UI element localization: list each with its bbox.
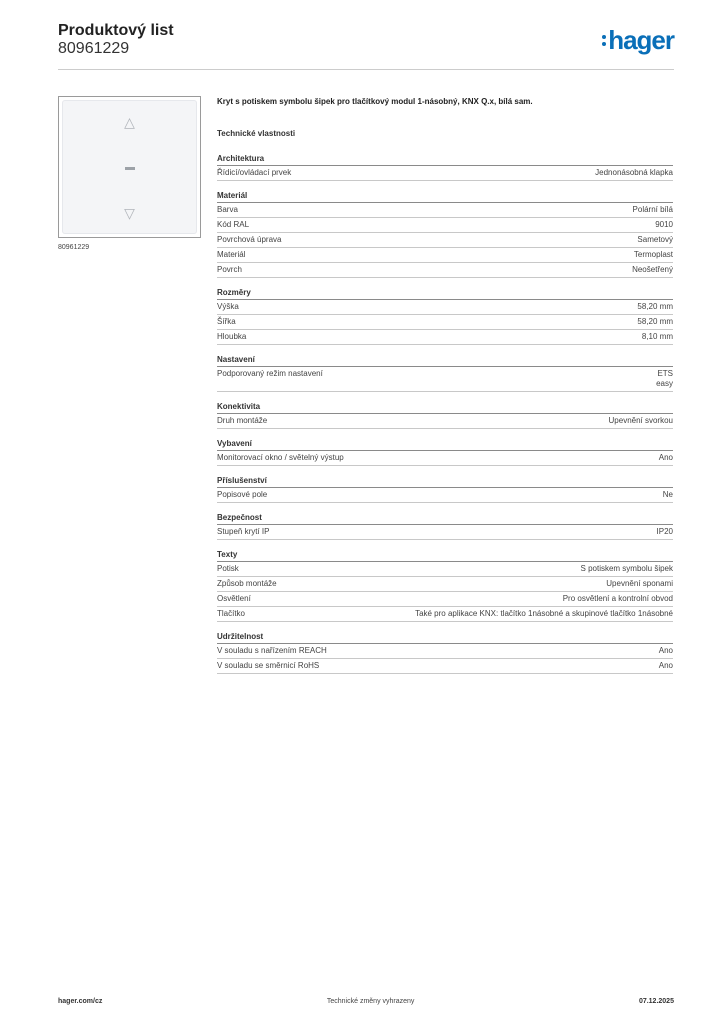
spec-value: Pro osvětlení a kontrolní obvod xyxy=(562,594,673,603)
spec-label: Stupeň krytí IP xyxy=(217,527,270,536)
spec-label: Hloubka xyxy=(217,332,247,341)
spec-row xyxy=(217,248,673,263)
spec-section-title: Vybavení xyxy=(217,439,673,451)
spec-label: V souladu s nařízením REACH xyxy=(217,646,327,655)
spec-value: Ano xyxy=(658,646,673,655)
spec-row xyxy=(217,263,673,278)
arrow-up-icon: △ xyxy=(124,114,135,130)
page-header xyxy=(58,22,674,70)
spec-row xyxy=(217,525,673,540)
spec-section xyxy=(217,191,673,278)
spec-value: Ne xyxy=(662,490,673,499)
spec-section-title: Rozměry xyxy=(217,288,673,300)
spec-value: 8,10 mm xyxy=(641,332,673,341)
spec-row xyxy=(217,659,673,674)
page-footer xyxy=(58,998,674,1005)
document-title: Produktový list xyxy=(58,22,174,39)
spec-label: Druh montáže xyxy=(217,416,268,425)
spec-row xyxy=(217,644,673,659)
footer-date: 07.12.2025 xyxy=(638,998,674,1005)
spec-row xyxy=(217,218,673,233)
spec-value: ETS easy xyxy=(656,369,673,388)
spec-section xyxy=(217,476,673,503)
spec-section xyxy=(217,402,673,429)
spec-row xyxy=(217,577,673,592)
spec-section xyxy=(217,632,673,674)
spec-row xyxy=(217,451,673,466)
spec-label: Podporovaný režim nastavení xyxy=(217,369,323,378)
spec-value: Jednonásobná klapka xyxy=(595,168,673,177)
spec-value: Termoplast xyxy=(633,250,673,259)
spec-value: Polární bílá xyxy=(632,205,673,214)
spec-row xyxy=(217,592,673,607)
spec-label: Řídicí/ovládací prvek xyxy=(217,168,292,177)
spec-section-title: Bezpečnost xyxy=(217,513,673,525)
spec-label: Barva xyxy=(217,205,238,214)
main-content xyxy=(217,96,673,684)
spec-label: V souladu se směrnicí RoHS xyxy=(217,661,320,670)
spec-section-title: Texty xyxy=(217,550,673,562)
spec-value: Také pro aplikace KNX: tlačítko 1násobné a skupinové tlačítko 1násobné xyxy=(415,609,673,618)
spec-section xyxy=(217,513,673,540)
hager-logo xyxy=(602,27,674,53)
footer-website: hager.com/cz xyxy=(58,998,103,1005)
spec-section-title: Architektura xyxy=(217,154,673,166)
spec-value: 9010 xyxy=(655,220,673,229)
spec-label: Tlačítko xyxy=(217,609,246,618)
spec-section xyxy=(217,550,673,622)
spec-label: Popisové pole xyxy=(217,490,268,499)
spec-value: Sametový xyxy=(637,235,673,244)
spec-section xyxy=(217,439,673,466)
spec-label: Kód RAL xyxy=(217,220,250,229)
spec-label: Monitorovací okno / světelný výstup xyxy=(217,453,344,462)
spec-row xyxy=(217,315,673,330)
spec-value: Upevnění sponami xyxy=(606,579,673,588)
spec-row xyxy=(217,330,673,345)
spec-section xyxy=(217,154,673,181)
spec-row xyxy=(217,300,673,315)
header-divider xyxy=(58,69,674,70)
spec-row xyxy=(217,203,673,218)
document-number: 80961229 xyxy=(58,40,130,57)
spec-label: Povrchová úprava xyxy=(217,235,282,244)
spec-value: Ano xyxy=(658,661,673,670)
spec-label: Povrch xyxy=(217,265,242,274)
spec-value: Upevnění svorkou xyxy=(608,416,673,425)
footer-disclaimer: Technické změny vyhrazeny xyxy=(326,998,415,1005)
arrow-down-icon: ▽ xyxy=(124,205,135,221)
spec-row xyxy=(217,233,673,248)
bar-icon xyxy=(125,167,135,170)
spec-label: Způsob montáže xyxy=(217,579,277,588)
spec-section-title: Příslušenství xyxy=(217,476,673,488)
spec-row xyxy=(217,607,673,622)
spec-value: IP20 xyxy=(656,527,673,536)
spec-label: Šířka xyxy=(217,317,236,326)
product-plate xyxy=(62,100,197,234)
spec-value: 58,20 mm xyxy=(637,317,673,326)
spec-label: Osvětlení xyxy=(217,594,251,603)
spec-label: Materiál xyxy=(217,250,246,259)
spec-section-title: Materiál xyxy=(217,191,673,203)
spec-section xyxy=(217,288,673,345)
spec-row xyxy=(217,562,673,577)
product-description: Kryt s potiskem symbolu šipek pro tlačítkový modul 1-násobný, KNX Q.x, bílá sam. xyxy=(217,97,533,106)
logo-dots-icon xyxy=(602,35,606,46)
spec-section-title: Nastavení xyxy=(217,355,673,367)
technical-properties-title: Technické vlastnosti xyxy=(217,129,296,138)
spec-row xyxy=(217,414,673,429)
spec-value: S potiskem symbolu šipek xyxy=(580,564,673,573)
spec-row xyxy=(217,488,673,503)
spec-label: Výška xyxy=(217,302,239,311)
spec-label: Potisk xyxy=(217,564,239,573)
product-image xyxy=(58,96,201,238)
spec-row xyxy=(217,166,673,181)
logo-text: hager xyxy=(608,25,674,55)
spec-row xyxy=(217,367,673,392)
spec-section-title: Udržitelnost xyxy=(217,632,673,644)
spec-value: Ano xyxy=(658,453,673,462)
spec-value: 58,20 mm xyxy=(637,302,673,311)
spec-section-title: Konektivita xyxy=(217,402,673,414)
spec-section xyxy=(217,355,673,392)
spec-value: Neošetřený xyxy=(632,265,673,274)
spec-sections xyxy=(217,154,673,674)
product-image-caption: 80961229 xyxy=(58,244,90,251)
